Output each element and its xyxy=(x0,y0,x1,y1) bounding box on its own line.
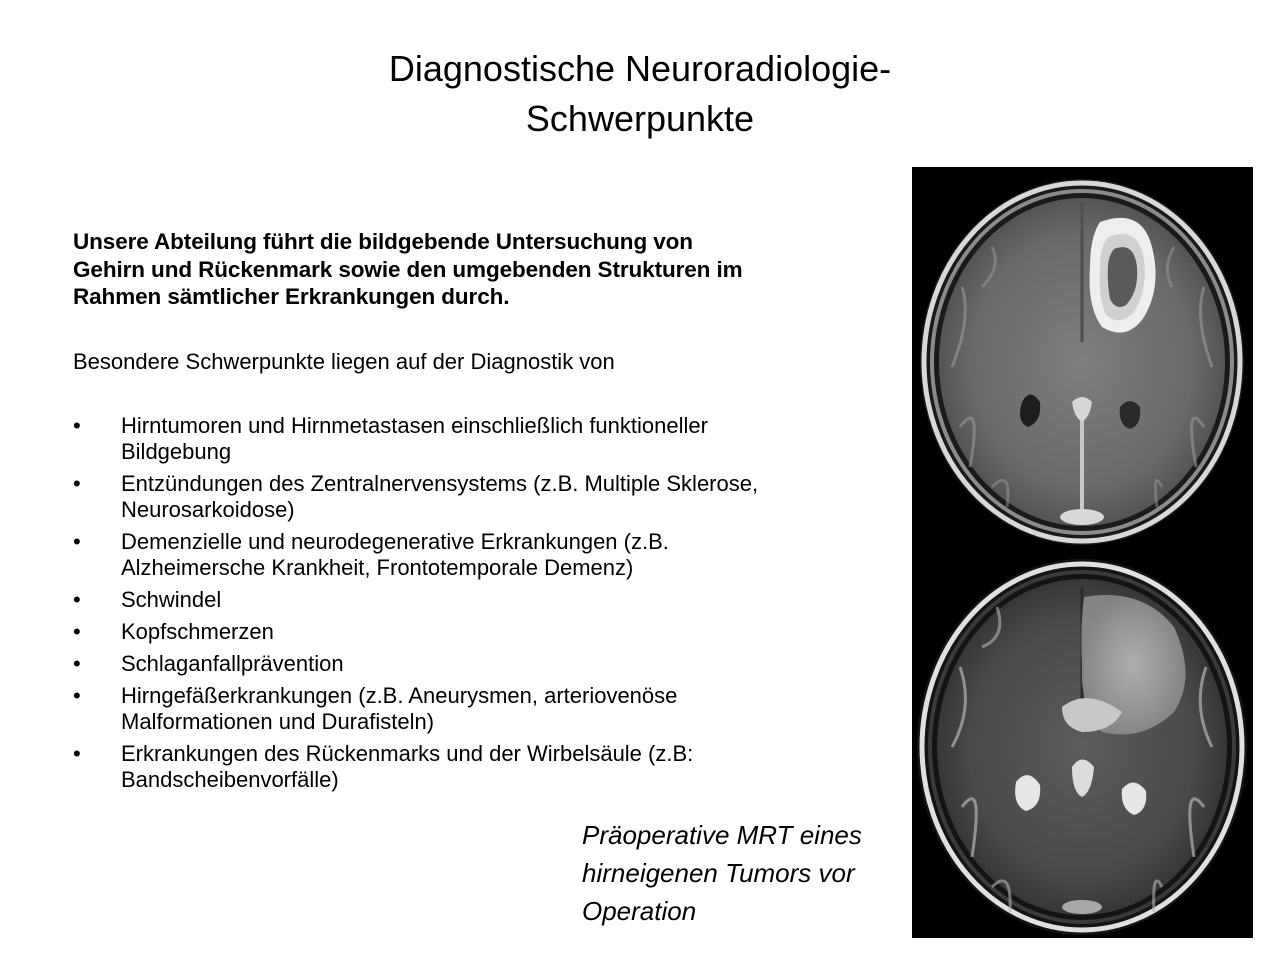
list-item-line-1: Kopfschmerzen xyxy=(121,619,274,644)
list-item-line-1: Demenzielle und neurodegenerative Erkrankungen (z.B. xyxy=(121,529,669,554)
intro-line-2: Gehirn und Rückenmark sowie den umgebenden Strukturen im xyxy=(73,256,743,282)
list-item xyxy=(73,683,873,735)
list-item-line-1: Schlaganfallprävention xyxy=(121,651,344,676)
bullet-icon: • xyxy=(73,471,81,496)
caption-line-2: hirneigenen Tumors vor xyxy=(582,858,855,888)
list-item xyxy=(73,619,873,645)
mri-image-panel xyxy=(912,167,1253,938)
bullet-icon: • xyxy=(73,619,81,644)
lead-sentence: Besondere Schwerpunkte liegen auf der Diagnostik von xyxy=(73,349,615,374)
list-item-line-2: Bandscheibenvorfälle) xyxy=(121,767,339,792)
list-item xyxy=(73,651,873,677)
list-item xyxy=(73,741,873,793)
image-caption xyxy=(582,816,912,930)
list-item-line-1: Erkrankungen des Rückenmarks und der Wirbelsäule (z.B: xyxy=(121,741,694,766)
list-item xyxy=(73,529,873,581)
intro-line-1: Unsere Abteilung führt die bildgebende Untersuchung von xyxy=(73,229,693,254)
bullet-icon: • xyxy=(73,741,81,766)
slide-title xyxy=(340,44,940,144)
mri-axial-t1-contrast-image xyxy=(920,179,1244,545)
bullet-icon: • xyxy=(73,413,81,438)
list-item xyxy=(73,587,873,613)
bullet-icon: • xyxy=(73,529,81,554)
list-item-line-2: Alzheimersche Krankheit, Frontotemporale Demenz) xyxy=(121,555,634,580)
list-item-line-1: Schwindel xyxy=(121,587,222,612)
list-item-line-1: Hirntumoren und Hirnmetastasen einschließlich funktioneller xyxy=(121,413,708,438)
list-item-line-1: Hirngefäßerkrankungen (z.B. Aneurysmen, arteriovenöse xyxy=(121,683,678,708)
list-item-line-2: Malformationen und Durafisteln) xyxy=(121,709,435,734)
list-item xyxy=(73,471,873,523)
caption-line-1: Präoperative MRT eines xyxy=(582,820,862,850)
bullet-icon: • xyxy=(73,587,81,612)
list-item-line-1: Entzündungen des Zentralnervensystems (z.B. Multiple Sklerose, xyxy=(121,471,759,496)
intro-line-3: Rahmen sämtlicher Erkrankungen durch. xyxy=(73,284,510,309)
mri-axial-t2-image xyxy=(917,559,1247,935)
bullet-icon: • xyxy=(73,651,81,676)
caption-line-3: Operation xyxy=(582,896,697,926)
focus-list xyxy=(73,413,873,799)
bullet-icon: • xyxy=(73,683,81,708)
slide-title-line-2: Schwerpunkte xyxy=(525,98,755,139)
mri-images xyxy=(912,167,1253,938)
intro-paragraph xyxy=(73,228,873,311)
list-item xyxy=(73,413,873,465)
list-item-line-2: Bildgebung xyxy=(121,439,232,464)
slide-title-line-1: Diagnostische Neuroradiologie- xyxy=(388,48,892,89)
list-item-line-2: Neurosarkoidose) xyxy=(121,497,295,522)
